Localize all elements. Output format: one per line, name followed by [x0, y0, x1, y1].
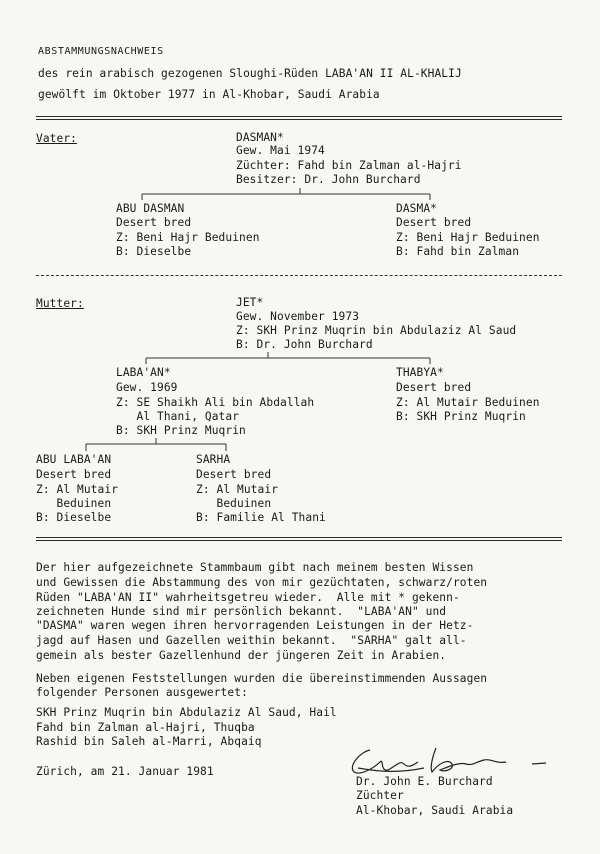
- vater-dam-name: DASMA*: [396, 202, 438, 215]
- statement-line: gemein als bester Gazellenhund der jüngeren Zeit in Arabien.: [36, 649, 447, 662]
- granddam-line: B: Familie Al Thani: [196, 511, 326, 524]
- witness-line: Rashid bin Saleh al-Marri, Abqaiq: [36, 735, 262, 748]
- mutter-sire-line: Gew. 1969: [116, 381, 178, 394]
- grandsire-line: B: Dieselbe: [36, 511, 112, 524]
- statement-line: Der hier aufgezeichnete Stammbaum gibt nach meinem besten Wissen: [36, 561, 474, 574]
- mutter-dam-line: Desert bred: [396, 381, 472, 394]
- signer-name: Dr. John E. Burchard: [356, 775, 493, 788]
- granddam-line: Z: Al Mutair: [196, 483, 279, 496]
- mutter-name: JET*: [236, 296, 264, 309]
- signer-location: Al-Khobar, Saudi Arabia: [356, 804, 514, 817]
- mutter-owner: B: Dr. John Burchard: [236, 338, 373, 351]
- statement-line: und Gewissen die Abstammung des von mir gezüchtaten, schwarz/roten: [36, 576, 488, 589]
- statement-line: zeichneten Hunde sind mir persönlich bekannt. "LABA'AN" und: [36, 605, 447, 618]
- document-title: ABSTAMMUNGSNACHWEIS: [38, 46, 164, 57]
- vater-sire-line: B: Dieselbe: [116, 245, 192, 258]
- place-date: Zürich, am 21. Januar 1981: [36, 765, 214, 778]
- statement-line: folgender Personen ausgewertet:: [36, 686, 248, 699]
- witness-line: SKH Prinz Muqrin bin Abdulaziz Al Saud, Hail: [36, 706, 337, 719]
- signer-role: Züchter: [356, 789, 404, 802]
- statement-line: "DASMA" waren wegen ihren hervorragenden Leistungen in der Hetz-: [36, 619, 474, 632]
- vater-sire-name: ABU DASMAN: [116, 202, 185, 215]
- vater-breeder: Züchter: Fahd bin Zalman al-Hajri: [236, 159, 462, 172]
- statement-line: jagd auf Hasen und Gazellen weithin bekannt. "SARHA" galt all-: [36, 634, 467, 647]
- vater-dam-line: Desert bred: [396, 216, 472, 229]
- statement-line: Rüden "LABA'AN II" wahrheitsgetreu wieder. Alle mit * gekenn-: [36, 591, 460, 604]
- mutter-born: Gew. November 1973: [236, 310, 360, 323]
- vater-sire-line: Desert bred: [116, 216, 192, 229]
- mutter-dam-name: THABYA*: [396, 366, 444, 379]
- granddam-line: Desert bred: [196, 468, 272, 481]
- mutter-dam-line: Z: Al Mutair Beduinen: [396, 396, 540, 409]
- statement-line: Neben eigenen Feststellungen wurden die übereinstimmenden Aussagen: [36, 672, 488, 685]
- vater-label: Vater:: [36, 132, 78, 145]
- subject-line: des rein arabisch gezogenen Sloughi-Rüden LABA'AN II AL-KHALIJ: [38, 67, 462, 80]
- mutter-sire-line: B: SKH Prinz Muqrin: [116, 424, 246, 437]
- witness-line: Fahd bin Zalman al-Hajri, Thuqba: [36, 721, 255, 734]
- grandsire-line: Desert bred: [36, 468, 112, 481]
- grandsire-line: Beduinen: [36, 497, 112, 510]
- vater-sire-line: Z: Beni Hajr Beduinen: [116, 231, 260, 244]
- mutter-sire-line: Z: SE Shaikh Ali bin Abdallah: [116, 396, 315, 409]
- vater-born: Gew. Mai 1974: [236, 144, 325, 157]
- mutter-label: Mutter:: [36, 297, 84, 310]
- granddam-line: Beduinen: [196, 497, 272, 510]
- vater-dam-line: B: Fahd bin Zalman: [396, 245, 520, 258]
- vater-dam-line: Z: Beni Hajr Beduinen: [396, 231, 540, 244]
- mutter-sire-line: Al Thani, Qatar: [116, 410, 240, 423]
- vater-owner: Besitzer: Dr. John Burchard: [236, 173, 421, 186]
- mutter-dam-line: B: SKH Prinz Muqrin: [396, 410, 526, 423]
- mutter-sire-name: LABA'AN*: [116, 366, 171, 379]
- grandsire-line: Z: Al Mutair: [36, 483, 119, 496]
- whelped-line: gewölft im Oktober 1977 in Al-Khobar, Saudi Arabia: [38, 88, 380, 101]
- vater-name: DASMAN*: [236, 131, 284, 144]
- double-rule: [36, 537, 562, 541]
- grandsire-name: ABU LABA'AN: [36, 453, 112, 466]
- mutter-breeder: Z: SKH Prinz Muqrin bin Abdulaziz Al Saud: [236, 324, 517, 337]
- granddam-name: SARHA: [196, 453, 231, 466]
